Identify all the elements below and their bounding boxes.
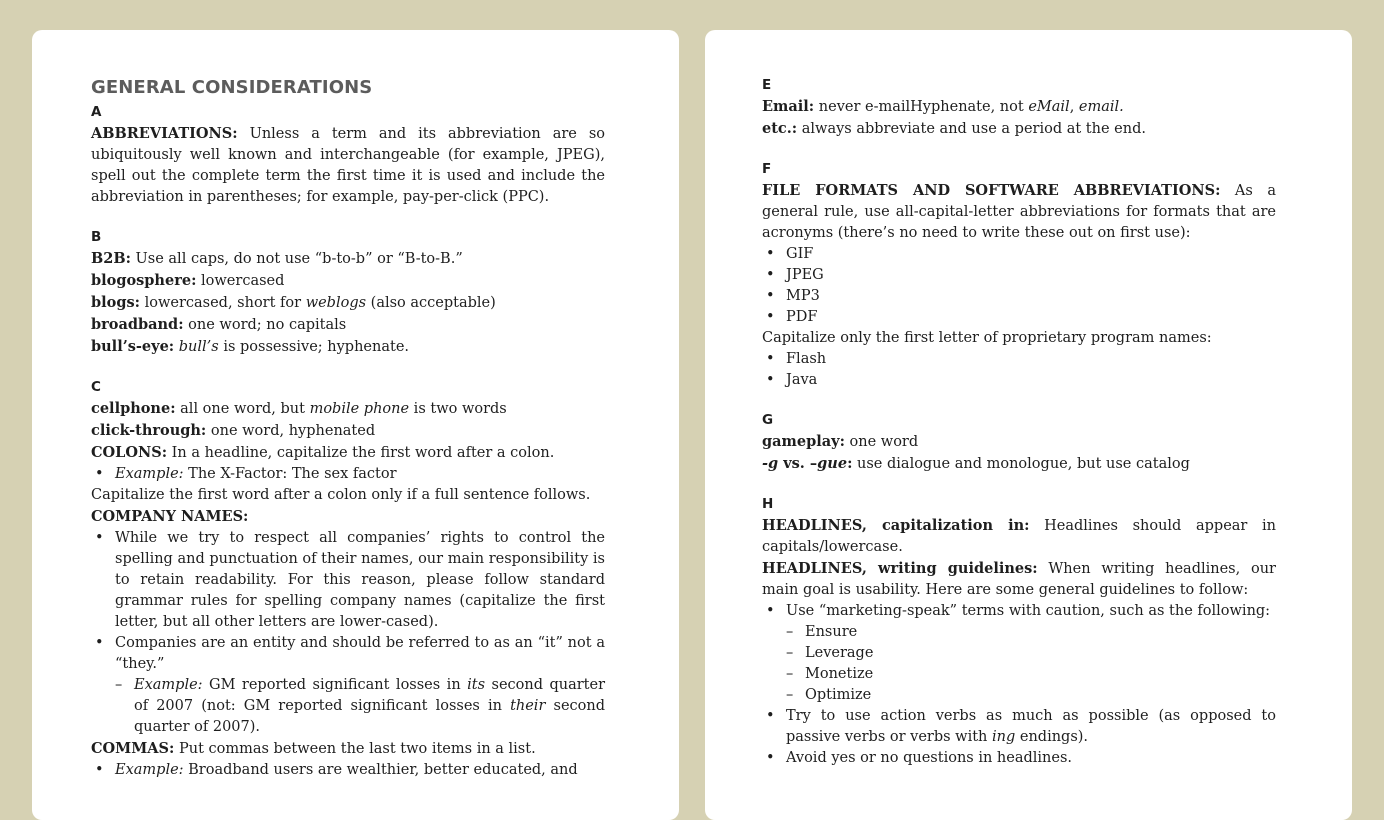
section-h [762, 495, 1276, 769]
section-letter-g: G [762, 412, 774, 428]
entry-text: use dialogue and monologue, but use catalog [852, 456, 1190, 472]
entry-text: one word, hyphenated [206, 423, 376, 439]
section-letter-c: C [91, 379, 101, 395]
entry-text: one word [844, 434, 919, 450]
entry-emphasis: bull’s [178, 339, 219, 355]
example-text: second quarter of 2007). [134, 698, 605, 735]
example-text: The X-Factor: The sex factor [183, 466, 397, 482]
entry-text: Put commas between the last two items in a list. [174, 741, 536, 757]
entry-blogosphere [91, 270, 605, 292]
list-item-text: endings). [1015, 729, 1089, 745]
entry-text: one word; no capitals [183, 317, 347, 333]
section-letter-b: B [91, 229, 102, 245]
entry-headlines-guidelines [762, 558, 1276, 601]
company-names-sublist [115, 675, 605, 738]
entry-term: blogs: [91, 294, 140, 311]
entry-broadband [91, 314, 605, 336]
entry-term: gameplay: [762, 433, 845, 450]
commas-list [91, 760, 605, 781]
sub-list-item: – Monetize [786, 664, 1276, 685]
sub-list-item [115, 675, 605, 738]
entry-term: B2B: [91, 250, 131, 267]
section-a [91, 103, 605, 208]
entry-text: all one word, but [175, 401, 310, 417]
section-b [91, 228, 605, 358]
example-emphasis: their [510, 698, 546, 714]
entry-text: never e-mailHyphenate, not [814, 99, 1029, 115]
entry-text: , [1069, 99, 1079, 115]
sub-list-item: – Ensure [786, 622, 1276, 643]
entry-term: broadband: [91, 316, 184, 333]
entry-text: Unless a term and its abbreviation are so ubiquitously well known and interchangeable (for example, JPEG), spell out the complete term the first time it is used and include the abbreviation in parentheses; for example, pay-per-click (PPC). [91, 126, 605, 205]
programs-intro: Capitalize only the first letter of proprietary program names: [762, 330, 1212, 346]
list-item-text: Try to use action verbs as much as possible (as opposed to passive verbs or verbs with [786, 708, 1276, 745]
section-e [762, 76, 1276, 140]
example-label: Example: [134, 677, 203, 693]
entry-email [762, 96, 1276, 118]
entry-term: COLONS: [91, 444, 168, 461]
sub-list-item: – Optimize [786, 685, 1276, 706]
section-f [762, 160, 1276, 391]
entry-commas [91, 738, 605, 760]
entry-cellphone [91, 398, 605, 420]
entry-blogs [91, 292, 605, 314]
section-c [91, 378, 605, 781]
programs-list [762, 349, 1276, 391]
entry-term: HEADLINES, writing guidelines: [762, 560, 1038, 577]
formats-list [762, 244, 1276, 328]
entry-text: lowercased [196, 273, 285, 289]
example-emphasis: its [467, 677, 486, 693]
entry-emphasis: eMail [1028, 99, 1070, 115]
colons-list [91, 464, 605, 485]
entry-text: is two words [409, 401, 507, 417]
list-item [91, 760, 605, 781]
entry-text: is possessive; hyphenate. [218, 339, 410, 355]
example-text: Broadband users are wealthier, better educated, and [183, 762, 578, 778]
page-title: GENERAL CONSIDERATIONS [91, 77, 373, 98]
section-letter-h: H [762, 496, 774, 512]
entry-emphasis: mobile phone [309, 401, 410, 417]
term-text: : [847, 455, 853, 472]
entry-bullseye [91, 336, 605, 358]
entry-term [762, 455, 852, 472]
section-letter-f: F [762, 161, 772, 177]
entry-gameplay [762, 431, 1276, 453]
example-text: GM reported significant losses in [202, 677, 468, 693]
list-item: • Java [762, 370, 1276, 391]
headlines-list [762, 601, 1276, 769]
entry-emphasis: email. [1078, 99, 1124, 115]
left-page [32, 30, 679, 820]
list-item [91, 633, 605, 738]
entry-term: HEADLINES, capitalization in: [762, 517, 1030, 534]
term-text: vs. – [778, 455, 818, 472]
entry-g-vs-gue [762, 453, 1276, 475]
entry-term: FILE FORMATS AND SOFTWARE ABBREVIATIONS: [762, 182, 1221, 199]
entry-text: (also acceptable) [366, 295, 496, 311]
section-letter-e: E [762, 77, 772, 93]
list-item [762, 601, 1276, 706]
entry-term: etc.: [762, 120, 798, 137]
right-page [705, 30, 1352, 820]
list-item-text: Use “marketing-speak” terms with caution, such as the following: [786, 603, 1271, 619]
entry-headlines-capitalization [762, 515, 1276, 558]
entry-emphasis: weblogs [305, 295, 367, 311]
entry-click-through [91, 420, 605, 442]
entry-text: Headlines should appear in capitals/lowercase. [762, 518, 1276, 555]
list-item: • JPEG [762, 265, 1276, 286]
example-label: Example: [115, 762, 184, 778]
entry-term: ABBREVIATIONS: [91, 125, 238, 142]
list-item: • MP3 [762, 286, 1276, 307]
entry-term: blogosphere: [91, 272, 197, 289]
entry-text: As a general rule, use all-capital-letter abbreviations for formats that are acronyms (there’s no need to write these out on first use): [762, 183, 1276, 241]
entry-term: bull’s-eye: [91, 338, 175, 355]
entry-term: COMMAS: [91, 740, 175, 757]
colons-after-text: Capitalize the first word after a colon only if a full sentence follows. [91, 487, 591, 503]
example-label: Example: [115, 466, 184, 482]
entry-text: When writing headlines, our main goal is usability. Here are some general guidelines to follow: [762, 561, 1276, 598]
entry-company-names [91, 506, 605, 528]
section-letter-a: A [91, 104, 102, 120]
entry-text: always abbreviate and use a period at the end. [797, 121, 1146, 137]
section-g [762, 411, 1276, 475]
list-item: • Flash [762, 349, 1276, 370]
entry-text: lowercased, short for [139, 295, 306, 311]
entry-term: click-through: [91, 422, 207, 439]
list-item-text: Companies are an entity and should be referred to as an “it” not a “they.” [115, 635, 605, 672]
entry-term: Email: [762, 98, 815, 115]
list-item: • Avoid yes or no questions in headlines. [762, 748, 1276, 769]
term-emphasis: gue [817, 455, 848, 472]
term-emphasis: -g [762, 455, 779, 472]
entry-b2b [91, 248, 605, 270]
entry-abbreviations [91, 123, 605, 208]
entry-text: In a headline, capitalize the first word after a colon. [167, 445, 555, 461]
entry-term: COMPANY NAMES: [91, 508, 249, 525]
company-names-list [91, 528, 605, 738]
entry-text: Use all caps, do not use “b-to-b” or “B-to-B.” [130, 251, 463, 267]
entry-colons [91, 442, 605, 464]
entry-term: cellphone: [91, 400, 176, 417]
list-item: • GIF [762, 244, 1276, 265]
list-item: • While we try to respect all companies’ rights to control the spelling and punctuation of their names, our main responsibility is to retain readability. For this reason, please follow standard grammar rules for spelling company names (capitalize the first letter, but all other letters are lower-cased). [91, 528, 605, 633]
list-item: • PDF [762, 307, 1276, 328]
entry-file-formats [762, 180, 1276, 244]
sub-list-item: – Leverage [786, 643, 1276, 664]
entry-etc [762, 118, 1276, 140]
marketing-terms-list [786, 622, 1276, 706]
list-item [762, 706, 1276, 748]
example-text: second quarter of 2007 (not: GM reported significant losses in [134, 677, 605, 714]
list-item-emphasis: ing [992, 729, 1016, 745]
list-item [91, 464, 605, 485]
